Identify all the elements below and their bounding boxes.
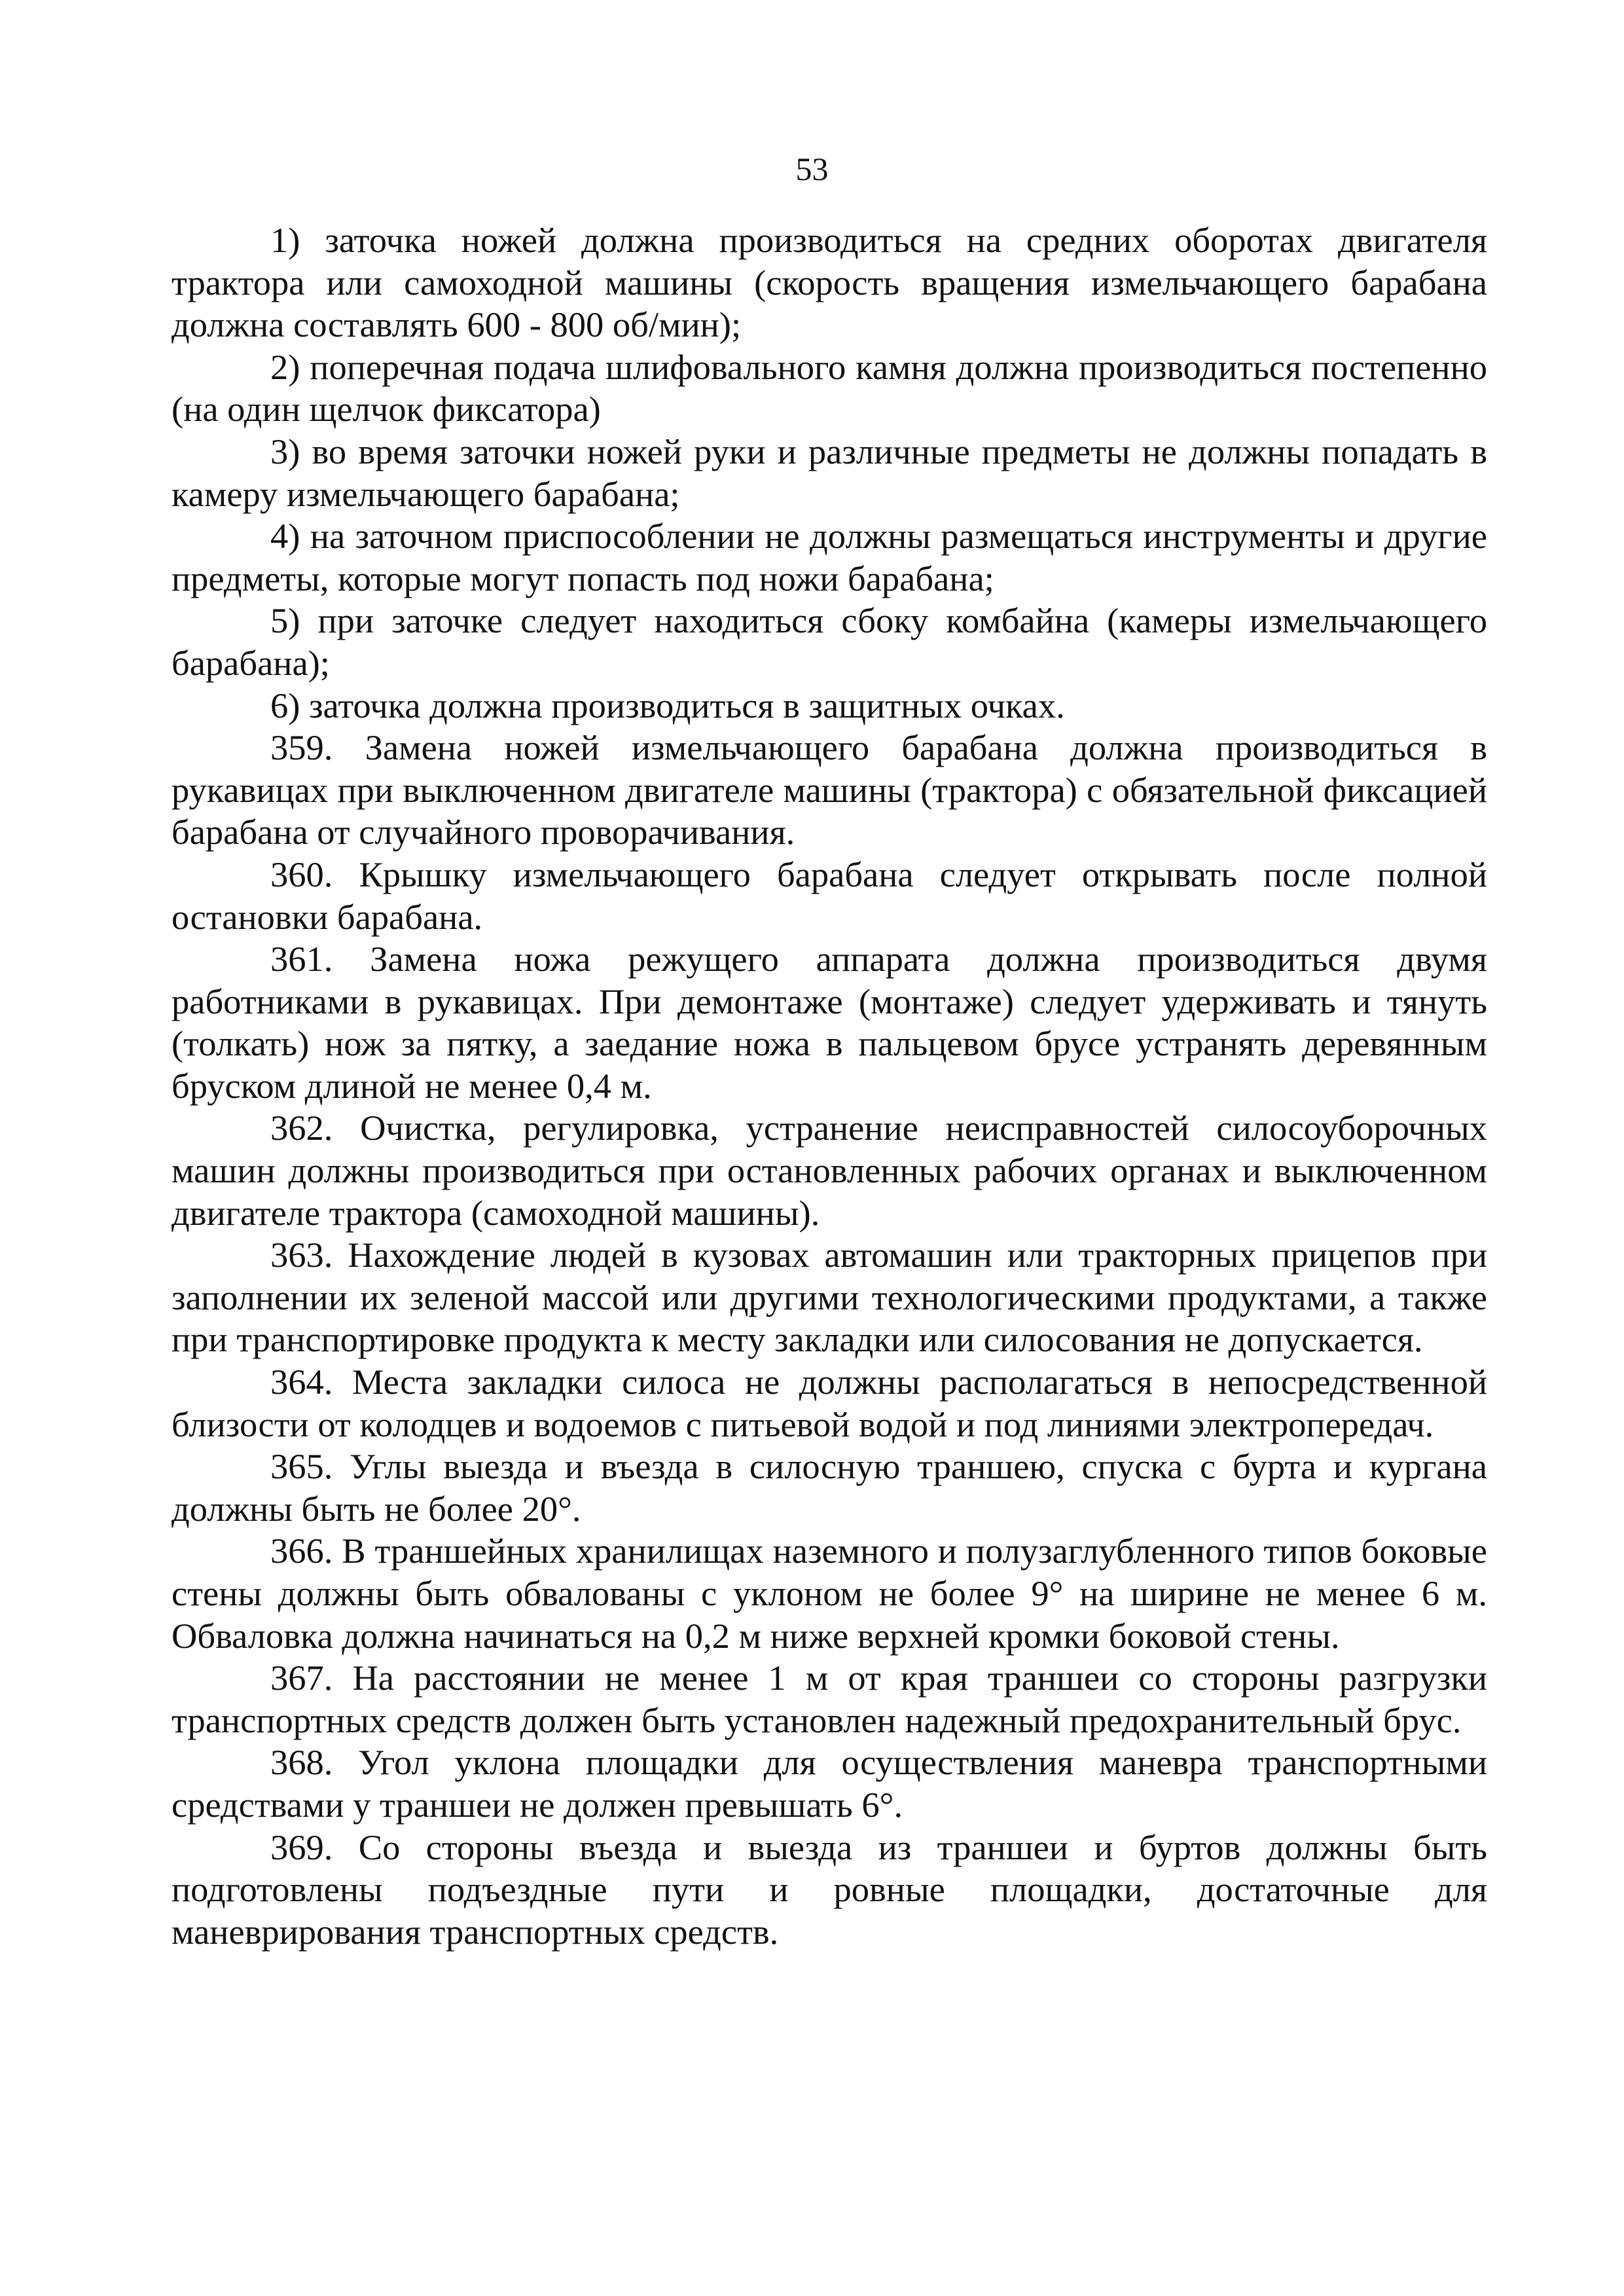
clause-360: 360. Крышку измельчающего барабана следует открывать после полной остановки барабана. (171, 854, 1487, 937)
list-item-3: 3) во время заточки ножей руки и различные предметы не должны попадать в камеру измельчающего барабана; (171, 431, 1487, 514)
page-number: 53 (795, 151, 829, 187)
clause-363: 363. Нахождение людей в кузовах автомашин или тракторных прицепов при заполнении их зеленой массой или другими технологическими продуктами, а также при транспортировке продукта к месту закладки или силосования не допускается. (171, 1235, 1487, 1360)
clause-362: 362. Очистка, регулировка, устранение неисправностей силосоуборочных машин должны производиться при остановленных рабочих органах и выключенном двигателе трактора (самоходной машины). (171, 1108, 1487, 1233)
list-item-4: 4) на заточном приспособлении не должны размещаться инструменты и другие предметы, которые могут попасть под ножи барабана; (171, 516, 1487, 598)
list-item-2: 2) поперечная подача шлифовального камня должна производиться постепенно (на один щелчок фиксатора) (171, 346, 1487, 429)
list-item-5: 5) при заточке следует находиться сбоку комбайна (камеры измельчающего барабана); (171, 600, 1487, 683)
clause-369: 369. Со стороны въезда и выезда из траншеи и буртов должны быть подготовлены подъездные пути и ровные площадки, достаточные для маневрирования транспортных средств. (171, 1827, 1487, 1952)
clause-364: 364. Места закладки силоса не должны располагаться в непосредственной близости от колодцев и водоемов с питьевой водой и под линиями электропередач. (171, 1362, 1487, 1444)
clause-365: 365. Углы выезда и въезда в силосную траншею, спуска с бурта и кургана должны быть не более 20°. (171, 1446, 1487, 1529)
clause-368: 368. Угол уклона площадки для осуществления маневра транспортными средствами у траншеи не должен превышать 6°. (171, 1742, 1487, 1825)
list-item-1: 1) заточка ножей должна производиться на средних оборотах двигателя трактора или самоходной машины (скорость вращения измельчающего барабана должна составлять 600 - 800 об/мин); (171, 220, 1487, 345)
clause-359: 359. Замена ножей измельчающего барабана должна производиться в рукавицах при выключенном двигателе машины (трактора) с обязательной фиксацией барабана от случайного проворачивания. (171, 727, 1487, 852)
clause-367: 367. На расстоянии не менее 1 м от края траншеи со стороны разгрузки транспортных средств должен быть установлен надежный предохранительный брус. (171, 1658, 1487, 1740)
document-body (171, 219, 1487, 1953)
clause-366: 366. В траншейных хранилищах наземного и полузаглубленного типов боковые стены должны быть обвалованы с уклоном не более 9° на ширине не менее 6 м. Обваловка должна начинаться на 0,2 м ниже верхней кромки боковой стены. (171, 1531, 1487, 1656)
clause-361: 361. Замена ножа режущего аппарата должна производиться двумя работниками в рукавицах. При демонтаже (монтаже) следует удерживать и тянуть (толкать) нож за пятку, а заедание ножа в пальцевом брусе устранять деревянным бруском длиной не менее 0,4 м. (171, 939, 1487, 1106)
list-item-6: 6) заточка должна производиться в защитных очках. (270, 685, 1065, 725)
